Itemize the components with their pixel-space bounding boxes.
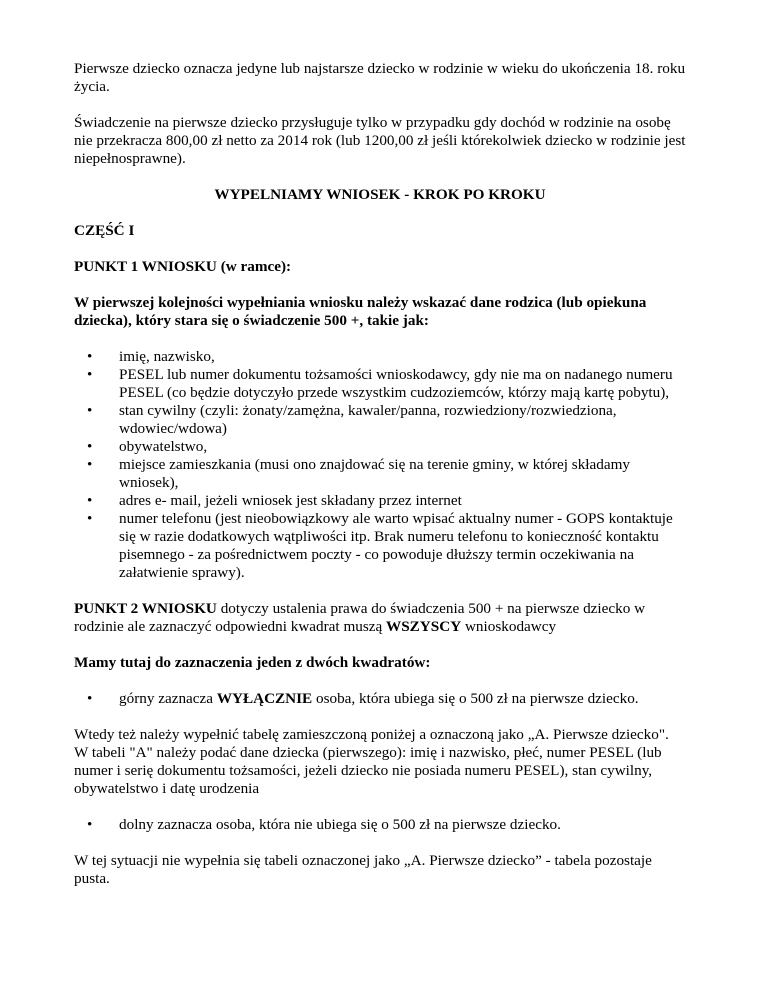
punkt2-text-end: wnioskodawcy [461,618,557,635]
punkt2-title: PUNKT 2 WNIOSKU [74,600,217,617]
document-heading: WYPELNIAMY WNIOSEK - KROK PO KROKU [214,186,546,203]
table-a-paragraph: Wtedy też należy wypełnić tabelę zamieszczoną poniżej a oznaczoną jako „A. Pierwsze dziecko". W tabeli "A" należy podać dane dziecka (pierwszego): imię i nazwisko, płeć, numer PESEL (lub numer i serię dokumentu tożsamości, jeżeli dziecko nie posiada numeru PESEL), stan cywilny, obywatelstwo i datę urodzenia [74,726,669,797]
upper-box-text-end: osoba, która ubiega się o 500 zł na pierwsze dziecko. [312,690,639,707]
list-item [74,690,686,708]
list-item: • PESEL lub numer dokumentu tożsamości wnioskodawcy, gdy nie ma on nadanego numeru PESEL (co będzie dotyczyło przede wszystkim cudzoziemców, którzy mają kartę pobytu), [74,366,686,402]
applicant-data-list [74,348,686,582]
paragraph-definition: Pierwsze dziecko oznacza jedyne lub najstarsze dziecko w rodzinie w wieku do ukończenia 18. roku życia. [74,60,686,95]
list-item: • obywatelstwo, [74,438,686,456]
table-a-empty-paragraph: W tej sytuacji nie wypełnia się tabeli oznaczonej jako „A. Pierwsze dziecko” - tabela pozostaje pusta. [74,852,652,887]
punkt1-intro: W pierwszej kolejności wypełniania wniosku należy wskazać dane rodzica (lub opiekuna dziecka), który stara się o świadczenie 500 +, takie jak: [74,294,647,329]
list-item: • adres e- mail, jeżeli wniosek jest składany przez internet [74,492,686,510]
punkt1-title: PUNKT 1 WNIOSKU (w ramce): [74,258,292,275]
paragraph-income: Świadczenie na pierwsze dziecko przysługuje tylko w przypadku gdy dochód w rodzinie na osobę nie przekracza 800,00 zł netto za 2014 rok (lub 1200,00 zł jeśli którekolwiek dziecko w rodzinie jest niepełnosprawne). [74,114,686,167]
punkt2-text: dotyczy ustalenia prawa do świadczenia 500 + na pierwsze dziecko w rodzinie ale zaznaczyć odpowiedni kwadrat muszą [74,600,646,635]
list-item: • dolny zaznacza osoba, która nie ubiega się o 500 zł na pierwsze dziecko. [74,816,686,834]
upper-box-text: górny zaznacza [119,690,217,707]
lower-box-list [74,816,686,834]
upper-box-list [74,690,686,708]
upper-box-emphasis: WYŁĄCZNIE [216,690,313,707]
punkt2-emphasis: WSZYSCY [386,618,462,635]
punkt2-paragraph [74,600,686,636]
list-item: • imię, nazwisko, [74,348,686,366]
checkbox-choice-heading: Mamy tutaj do zaznaczenia jeden z dwóch kwadratów: [74,654,431,671]
section-title: CZĘŚĆ I [74,222,135,239]
list-item: • numer telefonu (jest nieobowiązkowy ale warto wpisać aktualny numer - GOPS kontaktuje się w razie dodatkowych wątpliwości itp. Brak numeru telefonu to konieczność kontaktu pisemnego - za pośrednictwem poczty - co powoduje dłuższy termin oczekiwania na załatwienie sprawy). [74,510,686,582]
list-item: • miejsce zamieszkania (musi ono znajdować się na terenie gminy, w której składamy wniosek), [74,456,686,492]
list-item: • stan cywilny (czyli: żonaty/zamężna, kawaler/panna, rozwiedziony/rozwiedziona, wdowiec/wdowa) [74,402,686,438]
